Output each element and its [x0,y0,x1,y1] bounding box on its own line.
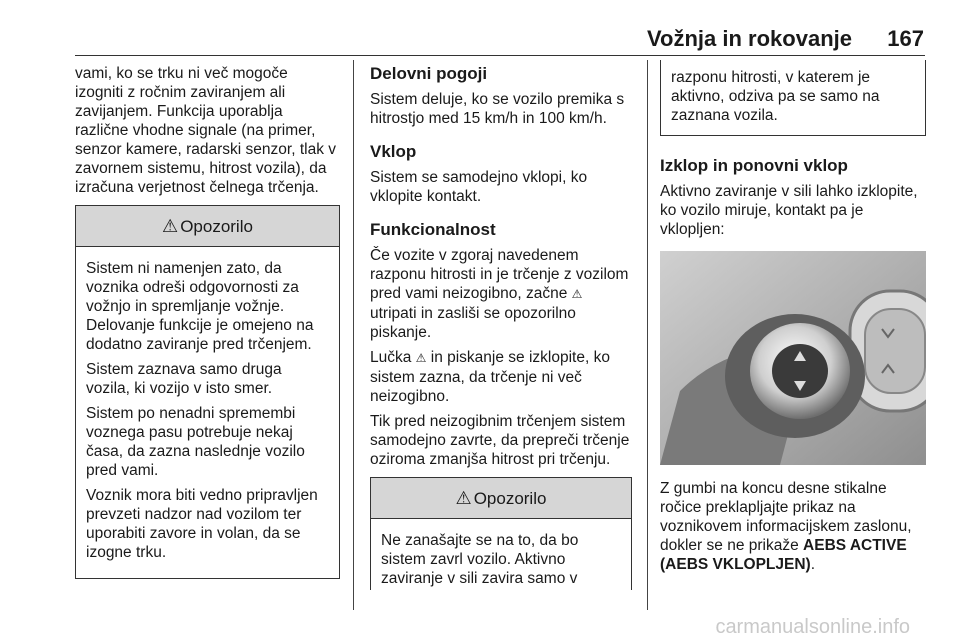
warning-body [371,519,631,590]
text-span: Lučka [370,349,416,366]
warning-triangle-icon: ⚠ [455,487,472,508]
text-span: Če vozite v zgoraj navedenem razponu hitrosti in je trčenje z vozilom pred vami neizogibno, začne [370,247,629,302]
warning-header [371,478,631,519]
text-span: . [810,556,816,573]
paragraph-funk-2 [370,348,632,406]
collision-warning-icon: ⚠ [571,287,583,301]
display-message: AEBS ACTIVE (AEBS VKLOPLJEN) [660,537,907,573]
stalk-illustration [660,251,926,465]
warning-paragraph: Ne zanašajte se na to, da bo sistem zavrl vozilo. Aktivno zaviranje v sili zavira samo v [381,532,579,587]
warning-title: Opozorilo [180,216,253,236]
paragraph-funk-1 [370,246,632,342]
header-divider [75,55,925,56]
watermark: carmanualsonline.info [715,616,910,638]
column-divider-2 [647,60,648,610]
page-title: Vožnja in rokovanje [647,26,852,51]
text-span: Z gumbi na koncu desne stikalne ročice preklapljajte prikaz na voznikovem informacijskem zaslonu, dokler se ne prikaže [660,480,912,554]
heading-izklop: Izklop in ponovni vklop [660,156,848,175]
warning-paragraph: Sistem ni namenjen zato, da voznika odreši odgovornosti za vožnjo in spremljanje vožnje. Delovanje funkcije je omejeno na dodatno zaviranje pred trčenjem. [86,260,314,353]
warning-paragraph: Voznik mora biti vedno pripravljen prevzeti nadzor nad vozilom ter uporabiti zavore in volan, da se izogne trku. [86,487,318,561]
warning-triangle-icon: ⚠ [162,215,179,236]
paragraph-izklop: Aktivno zaviranje v sili lahko izklopite, ko vozilo miruje, kontakt pa je vklopljen: [660,183,918,238]
warning-box-1 [75,205,340,579]
page-number: 167 [887,26,924,51]
paragraph-pogoji: Sistem deluje, ko se vozilo premika s hitrostjo med 15 km/h in 100 km/h. [370,91,625,127]
heading-delovni-pogoji: Delovni pogoji [370,64,488,83]
text-span: in piskanje se izklopite, ko sistem zazna, da trčenje ni več neizogibno. [370,349,610,405]
heading-vklop: Vklop [370,142,417,161]
warning-paragraph: Sistem po nenadni spremembi voznega pasu potrebuje nekaj časa, da zazna naslednje vozilo pred vami. [86,405,305,479]
paragraph-vklop: Sistem se samodejno vklopi, ko vklopite kontakt. [370,169,588,205]
warning-paragraph: razponu hitrosti, v katerem je aktivno, odziva pa se samo na zaznana vozila. [671,69,880,124]
warning-header [76,206,339,247]
paragraph-gumbi [660,479,926,574]
column-1 [75,64,340,579]
text-span: utripati in zasliši se opozorilno piskanje. [370,305,576,341]
warning-box-2 [370,477,632,590]
page-header [0,26,960,56]
warning-body [76,247,339,578]
paragraph-funk-3: Tik pred neizogibnim trčenjem sistem samodejno zavrte, da prepreči trčenje oziroma zmanjša hitrost pri trčenju. [370,413,630,468]
warning-paragraph: Sistem zaznava samo druga vozila, ki vozijo v isto smer. [86,361,282,397]
collision-warning-icon: ⚠ [415,351,427,365]
stalk-buttons-photo [660,251,926,465]
heading-funkcionalnost: Funkcionalnost [370,220,496,239]
warning-title: Opozorilo [473,488,547,508]
column-3 [660,60,926,580]
column-divider-1 [353,60,354,610]
intro-paragraph: vami, ko se trku ni več mogoče izogniti z ročnim zaviranjem ali zavijanjem. Funkcija uporablja različne vhodne signale (na primer, senzor kamere, radarski senzor, tlak v zavornem sistemu, hitrost vozila), da izračuna verjetnost čelnega trčenja. [75,65,337,196]
column-2 [370,64,632,590]
warning-box-continuation [660,60,926,136]
